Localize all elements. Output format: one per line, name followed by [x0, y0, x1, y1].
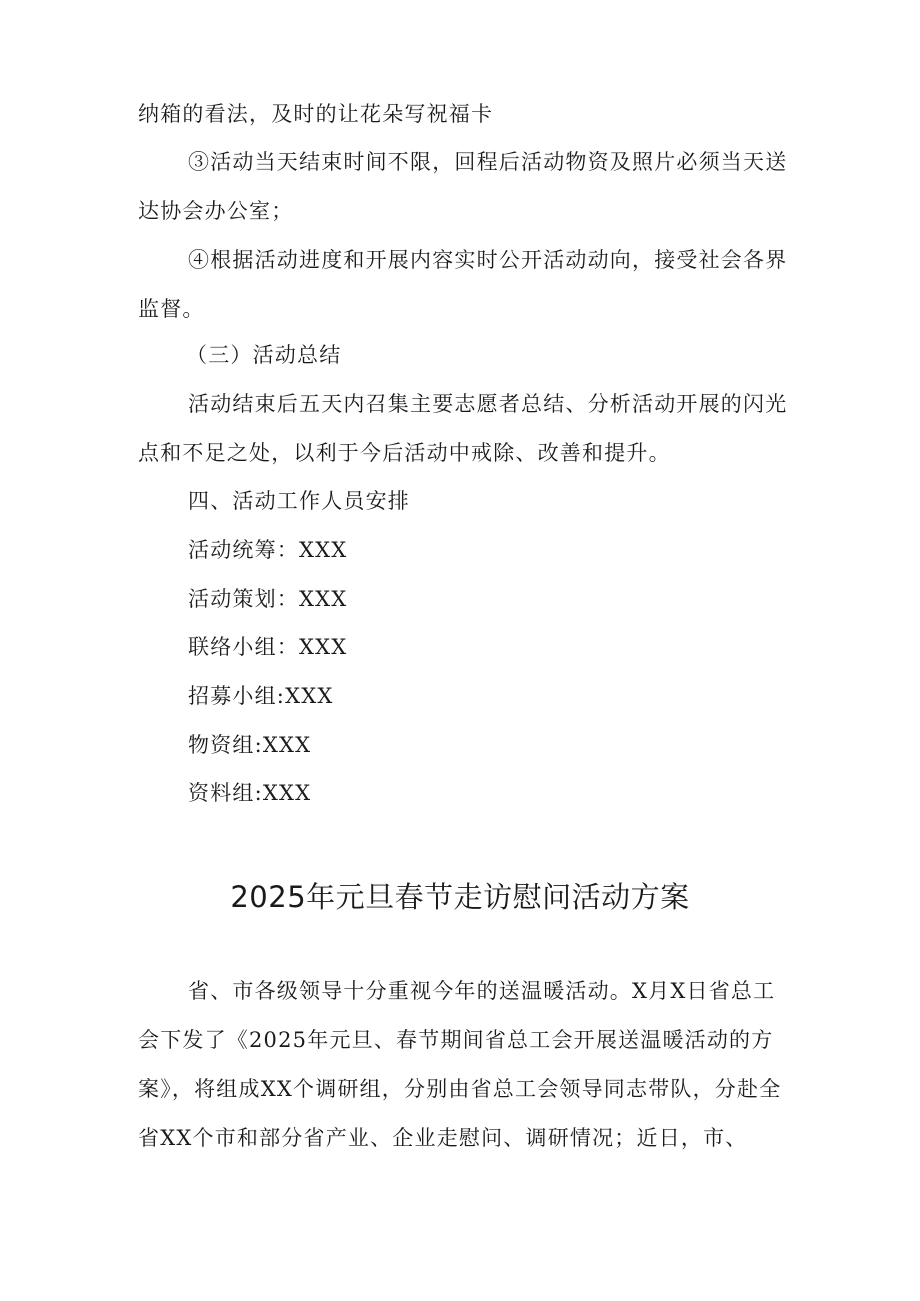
section-3-body: 活动结束后五天内召集主要志愿者总结、分析活动开展的闪光点和不足之处，以利于今后活动中戒除、改善和提升。 [138, 392, 788, 465]
continuation-line: 纳箱的看法，及时的让花朵写祝福卡 [138, 102, 494, 126]
staff-line-materials: 资料组:XXX [188, 781, 312, 805]
item-4-paragraph: ④根据活动进度和开展内容实时公开活动动向，接受社会各界监督。 [138, 248, 788, 321]
staff-line-supplies: 物资组:XXX [188, 733, 312, 757]
section-3-heading: （三）活动总结 [186, 343, 342, 367]
staff-line-coordination: 活动统筹：XXX [188, 538, 348, 562]
staff-line-recruitment: 招募小组:XXX [188, 684, 334, 708]
document-title: 2025年元旦春节走访慰问活动方案 [230, 880, 690, 914]
staff-line-planning: 活动策划：XXX [188, 587, 348, 611]
item-3-paragraph: ③活动当天结束时间不限，回程后活动物资及照片必须当天送达协会办公室； [138, 150, 788, 223]
intro-paragraph: 省、市各级领导十分重视今年的送温暖活动。X月X日省总工会下发了《2025年元旦、春节期间省总工会开展送温暖活动的方案》，将组成XX个调研组，分别由省总工会领导同志带队，分赴全省XX个市和部分省产业、企业走慰问、调研情况；近日，市、 [138, 979, 782, 1150]
staff-line-liaison: 联络小组：XXX [188, 635, 348, 659]
section-4-heading: 四、活动工作人员安排 [188, 489, 410, 513]
